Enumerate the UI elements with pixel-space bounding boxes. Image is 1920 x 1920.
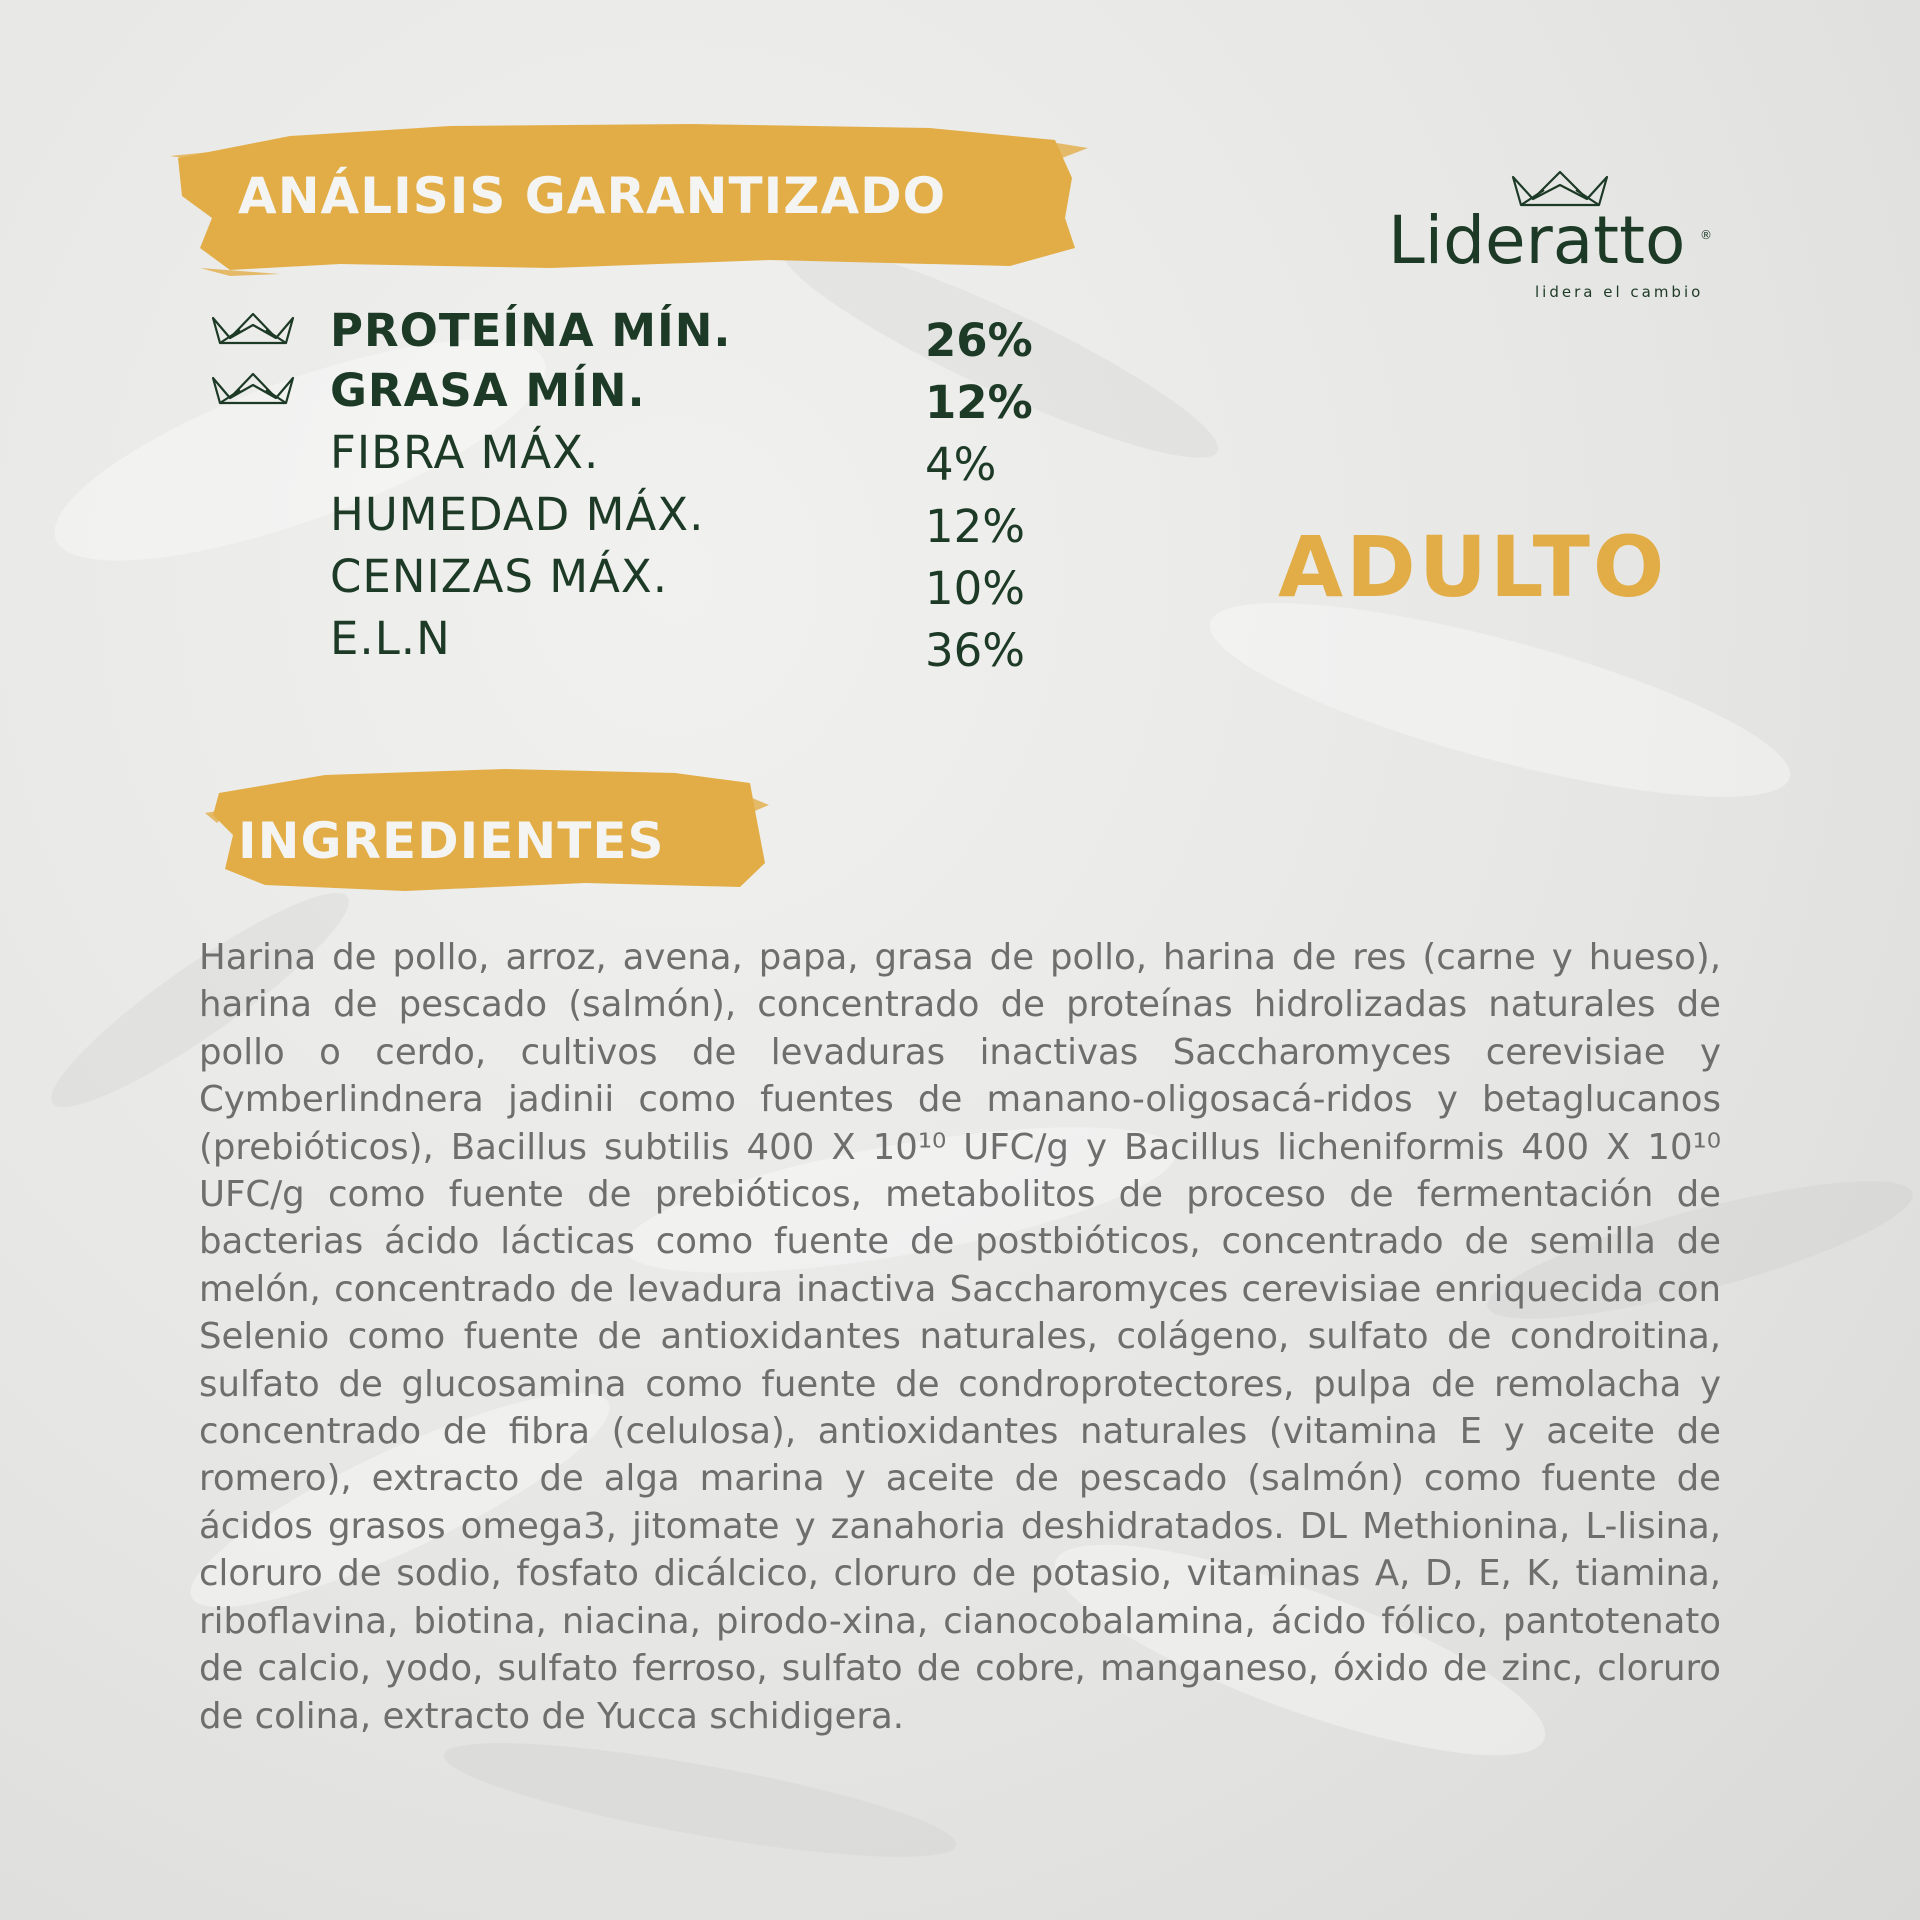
ingredients-heading: INGREDIENTES — [238, 812, 665, 870]
crown-icon — [210, 310, 296, 346]
ingredients-paragraph: Harina de pollo, arroz, avena, papa, grasa de pollo, harina de res (carne y hueso), harina de pescado (salmón), concentrado de proteínas hidrolizadas naturales de pollo o cerdo, cultivos de levaduras inactivas Saccharomyces cerevisiae y Cymberlindnera jadinii como fuentes de manano-oligosacá-ridos y betaglucanos (prebióticos), Bacillus subtilis 400 X 10¹⁰ UFC/g y Bacillus licheniformis 400 X 10¹⁰ UFC/g como fuente de prebióticos, metabolitos de proceso de fermentación de bacterias ácido lácticas como fuente de postbióticos, concentrado de semilla de melón, concentrado de levadura inactiva Saccharomyces cerevisiae enriquecida con Selenio como fuente de antioxidantes naturales, colágeno, sulfato de condroitina, sulfato de glucosamina como fuente de condroprotectores, pulpa de remolacha y concentrado de fibra (celulosa), antioxidantes naturales (vitamina E y aceite de romero), extracto de alga marina y aceite de pescado (salmón) como fuente de ácidos grasos omega3, jitomate y zanahoria deshidratados. DL Methionina, L-lisina, cloruro de sodio, fosfato dicálcico, cloruro de potasio, vitaminas A, D, E, K, tiamina, riboflavina, biotina, niacina, pirodo-xina, cianocobalamina, ácido fólico, pantotenato de calcio, yodo, sulfato ferroso, sulfato de cobre, manganeso, óxido de zinc, cloruro de colina, extracto de Yucca schidigera. — [199, 937, 1721, 1737]
analysis-value-ash: 10% — [925, 562, 1026, 615]
crown-icon — [210, 370, 296, 406]
analysis-value-fat: 12% — [925, 376, 1033, 429]
analysis-heading: ANÁLISIS GARANTIZADO — [238, 167, 947, 225]
analysis-label-fiber: FIBRA MÁX. — [330, 426, 600, 479]
brand-tagline: lidera el cambio — [1535, 283, 1704, 301]
analysis-label-protein: PROTEÍNA MÍN. — [330, 304, 732, 357]
analysis-label-moisture: HUMEDAD MÁX. — [330, 488, 705, 541]
analysis-value-eln: 36% — [925, 624, 1026, 677]
analysis-value-protein: 26% — [925, 314, 1033, 367]
product-stage-label: ADULTO — [1278, 518, 1668, 616]
analysis-label-ash: CENIZAS MÁX. — [330, 550, 669, 603]
analysis-label-eln: E.L.N — [330, 612, 451, 665]
analysis-value-moisture: 12% — [925, 500, 1026, 553]
brand-registered-mark: ® — [1700, 228, 1712, 242]
analysis-label-fat: GRASA MÍN. — [330, 364, 646, 417]
brand-logo-name: Lideratto — [1388, 202, 1686, 279]
analysis-value-fiber: 4% — [925, 438, 997, 491]
